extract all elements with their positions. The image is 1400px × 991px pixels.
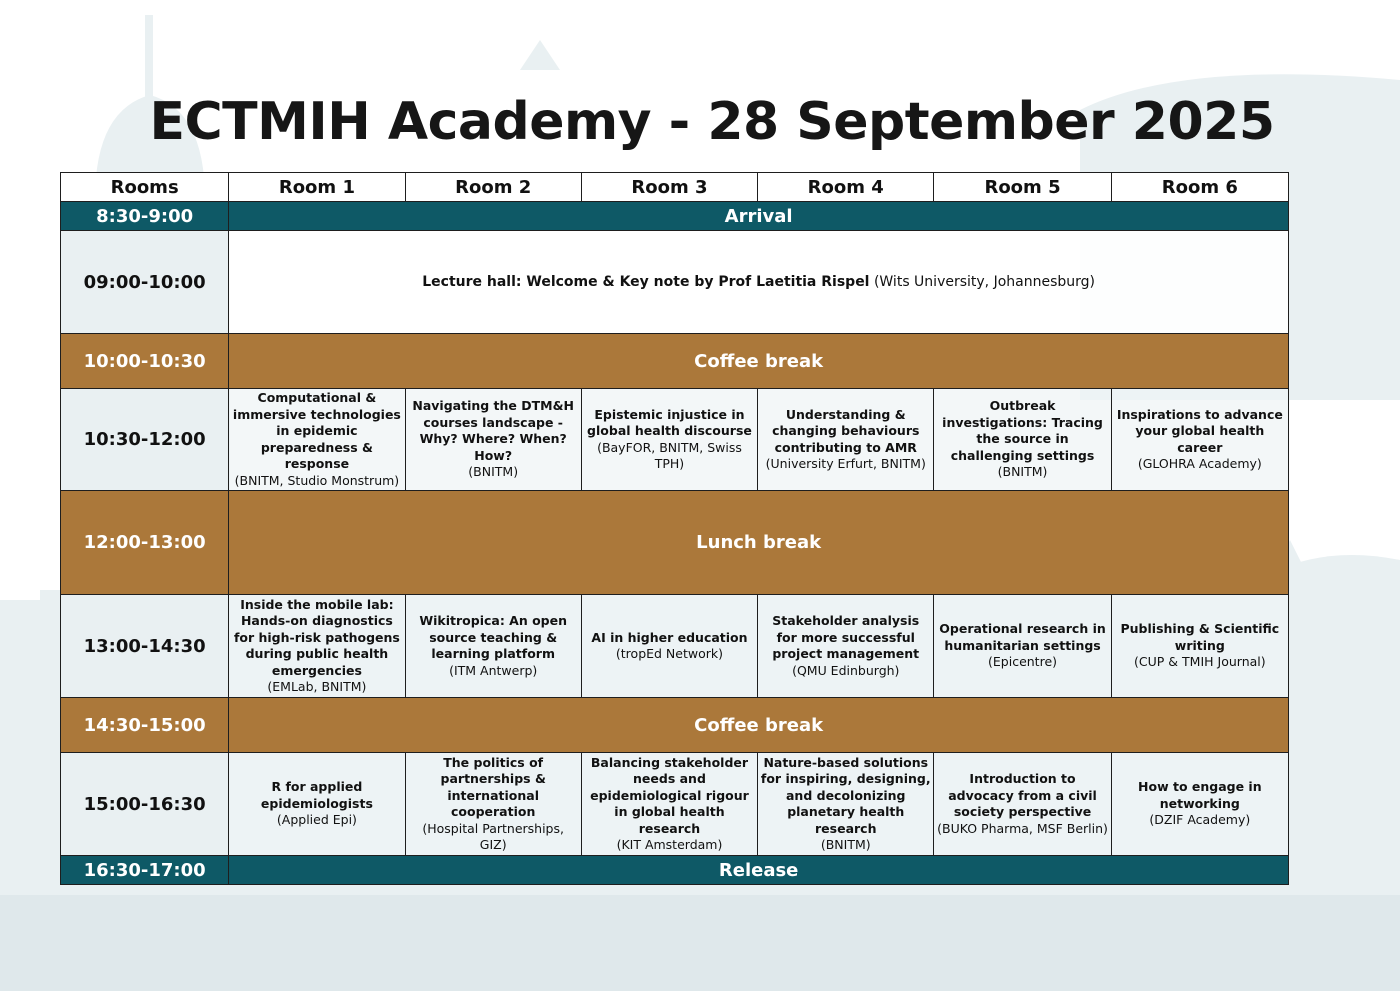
session-title: Nature-based solutions for inspiring, designing, and decolonizing planetary health research — [760, 754, 931, 836]
session-org: (BNITM) — [468, 464, 519, 480]
session-title: Stakeholder analysis for more successful project management — [772, 613, 920, 661]
session-title: Wikitropica: An open source teaching & learning platform — [419, 613, 568, 661]
session-title: Epistemic injustice in global health discourse — [587, 406, 752, 438]
session-org: (EMLab, BNITM) — [267, 679, 367, 694]
session-org: (CUP & TMIH Journal) — [1134, 654, 1266, 670]
session-org: (ITM Antwerp) — [449, 662, 538, 678]
session-row-2 — [61, 595, 1289, 698]
session-org: (Hospital Partnerships, GIZ) — [422, 820, 564, 852]
session-title: Outbreak investigations: Tracing the source in challenging settings — [942, 398, 1103, 463]
session-cell — [229, 389, 405, 491]
session-org: (Applied Epi) — [276, 812, 357, 828]
session-cell — [581, 595, 757, 698]
keynote-title: Lecture hall: Welcome & Key note by Prof Laetitia Rispel — [422, 274, 870, 290]
session-title: Publishing & Scientific writing — [1120, 621, 1280, 653]
session-cell — [758, 753, 934, 856]
session-cell — [1111, 753, 1288, 856]
keynote-row — [61, 231, 1289, 334]
session-title: How to engage in networking — [1138, 779, 1262, 811]
session-org: (BNITM, Studio Monstrum) — [234, 472, 400, 488]
room-2-header: Room 2 — [405, 173, 581, 202]
session-title: Inside the mobile lab: Hands-on diagnostics for high-risk pathogens during public health emergencies — [233, 596, 400, 678]
session-cell — [934, 753, 1111, 856]
session-title: The politics of partnerships & international cooperation — [440, 754, 546, 819]
room-3-header: Room 3 — [581, 173, 757, 202]
rooms-header: Rooms — [61, 173, 229, 202]
schedule-table — [60, 172, 1289, 885]
session-title: AI in higher education — [591, 629, 748, 645]
session-org: (DZIF Academy) — [1149, 812, 1251, 828]
time-release: 16:30-17:00 — [61, 856, 229, 885]
lunch-break-row — [61, 491, 1289, 595]
time-session-2: 13:00-14:30 — [61, 595, 229, 698]
coffee-break-label: Coffee break — [229, 698, 1289, 753]
page-title: ECTMIH Academy - 28 September 2025 — [149, 92, 1275, 152]
room-6-header: Room 6 — [1111, 173, 1288, 202]
keynote-cell — [229, 231, 1289, 334]
room-5-header: Room 5 — [934, 173, 1111, 202]
time-keynote: 09:00-10:00 — [61, 231, 229, 334]
release-row — [61, 856, 1289, 885]
session-title: Computational & immersive technologies in epidemic preparedness & response — [232, 390, 401, 471]
session-org: (QMU Edinburgh) — [792, 662, 900, 678]
coffee-break-row — [61, 698, 1289, 753]
session-title: R for applied epidemiologists — [260, 779, 373, 811]
session-cell — [581, 753, 757, 856]
session-org: (BNITM) — [997, 464, 1048, 480]
session-title: Inspirations to advance your global health career — [1116, 406, 1283, 455]
session-org: (BUKO Pharma, MSF Berlin) — [937, 820, 1108, 836]
session-cell — [1111, 595, 1288, 698]
time-lunch: 12:00-13:00 — [61, 491, 229, 595]
coffee-break-row — [61, 334, 1289, 389]
room-4-header: Room 4 — [758, 173, 934, 202]
time-session-3: 15:00-16:30 — [61, 753, 229, 856]
session-org: (BNITM) — [820, 837, 871, 852]
arrival-label: Arrival — [229, 202, 1289, 231]
arrival-row — [61, 202, 1289, 231]
session-row-1 — [61, 389, 1289, 491]
session-row-3 — [61, 753, 1289, 856]
session-org: (BayFOR, BNITM, Swiss TPH) — [597, 439, 742, 471]
session-cell — [758, 595, 934, 698]
session-cell — [934, 389, 1111, 491]
session-title: Understanding & changing behaviours contributing to AMR — [772, 406, 920, 455]
session-cell — [1111, 389, 1288, 491]
session-cell — [934, 595, 1111, 698]
session-title: Balancing stakeholder needs and epidemiological rigour in global health research — [590, 754, 749, 836]
time-arrival: 8:30-9:00 — [61, 202, 229, 231]
session-org: (University Erfurt, BNITM) — [765, 456, 926, 471]
session-cell — [758, 389, 934, 491]
time-coffee-1: 10:00-10:30 — [61, 334, 229, 389]
session-cell — [229, 753, 405, 856]
release-label: Release — [229, 856, 1289, 885]
session-cell — [581, 389, 757, 491]
session-cell — [229, 595, 405, 698]
keynote-affiliation: (Wits University, Johannesburg) — [873, 274, 1095, 290]
session-org: (Epicentre) — [988, 654, 1058, 670]
session-title: Navigating the DTM&H courses landscape - Why? Where? When? How? — [412, 398, 574, 463]
session-title: Operational research in humanitarian settings — [939, 621, 1106, 653]
session-org: (GLOHRA Academy) — [1137, 456, 1262, 471]
session-title: Introduction to advocacy from a civil society perspective — [948, 771, 1097, 819]
time-session-1: 10:30-12:00 — [61, 389, 229, 491]
session-org: (KIT Amsterdam) — [616, 837, 723, 852]
coffee-break-label: Coffee break — [229, 334, 1289, 389]
lunch-break-label: Lunch break — [229, 491, 1289, 595]
session-cell — [405, 595, 581, 698]
session-org: (tropEd Network) — [615, 646, 724, 661]
room-1-header: Room 1 — [229, 173, 405, 202]
session-cell — [405, 389, 581, 491]
header-row — [61, 173, 1289, 202]
time-coffee-2: 14:30-15:00 — [61, 698, 229, 753]
session-cell — [405, 753, 581, 856]
